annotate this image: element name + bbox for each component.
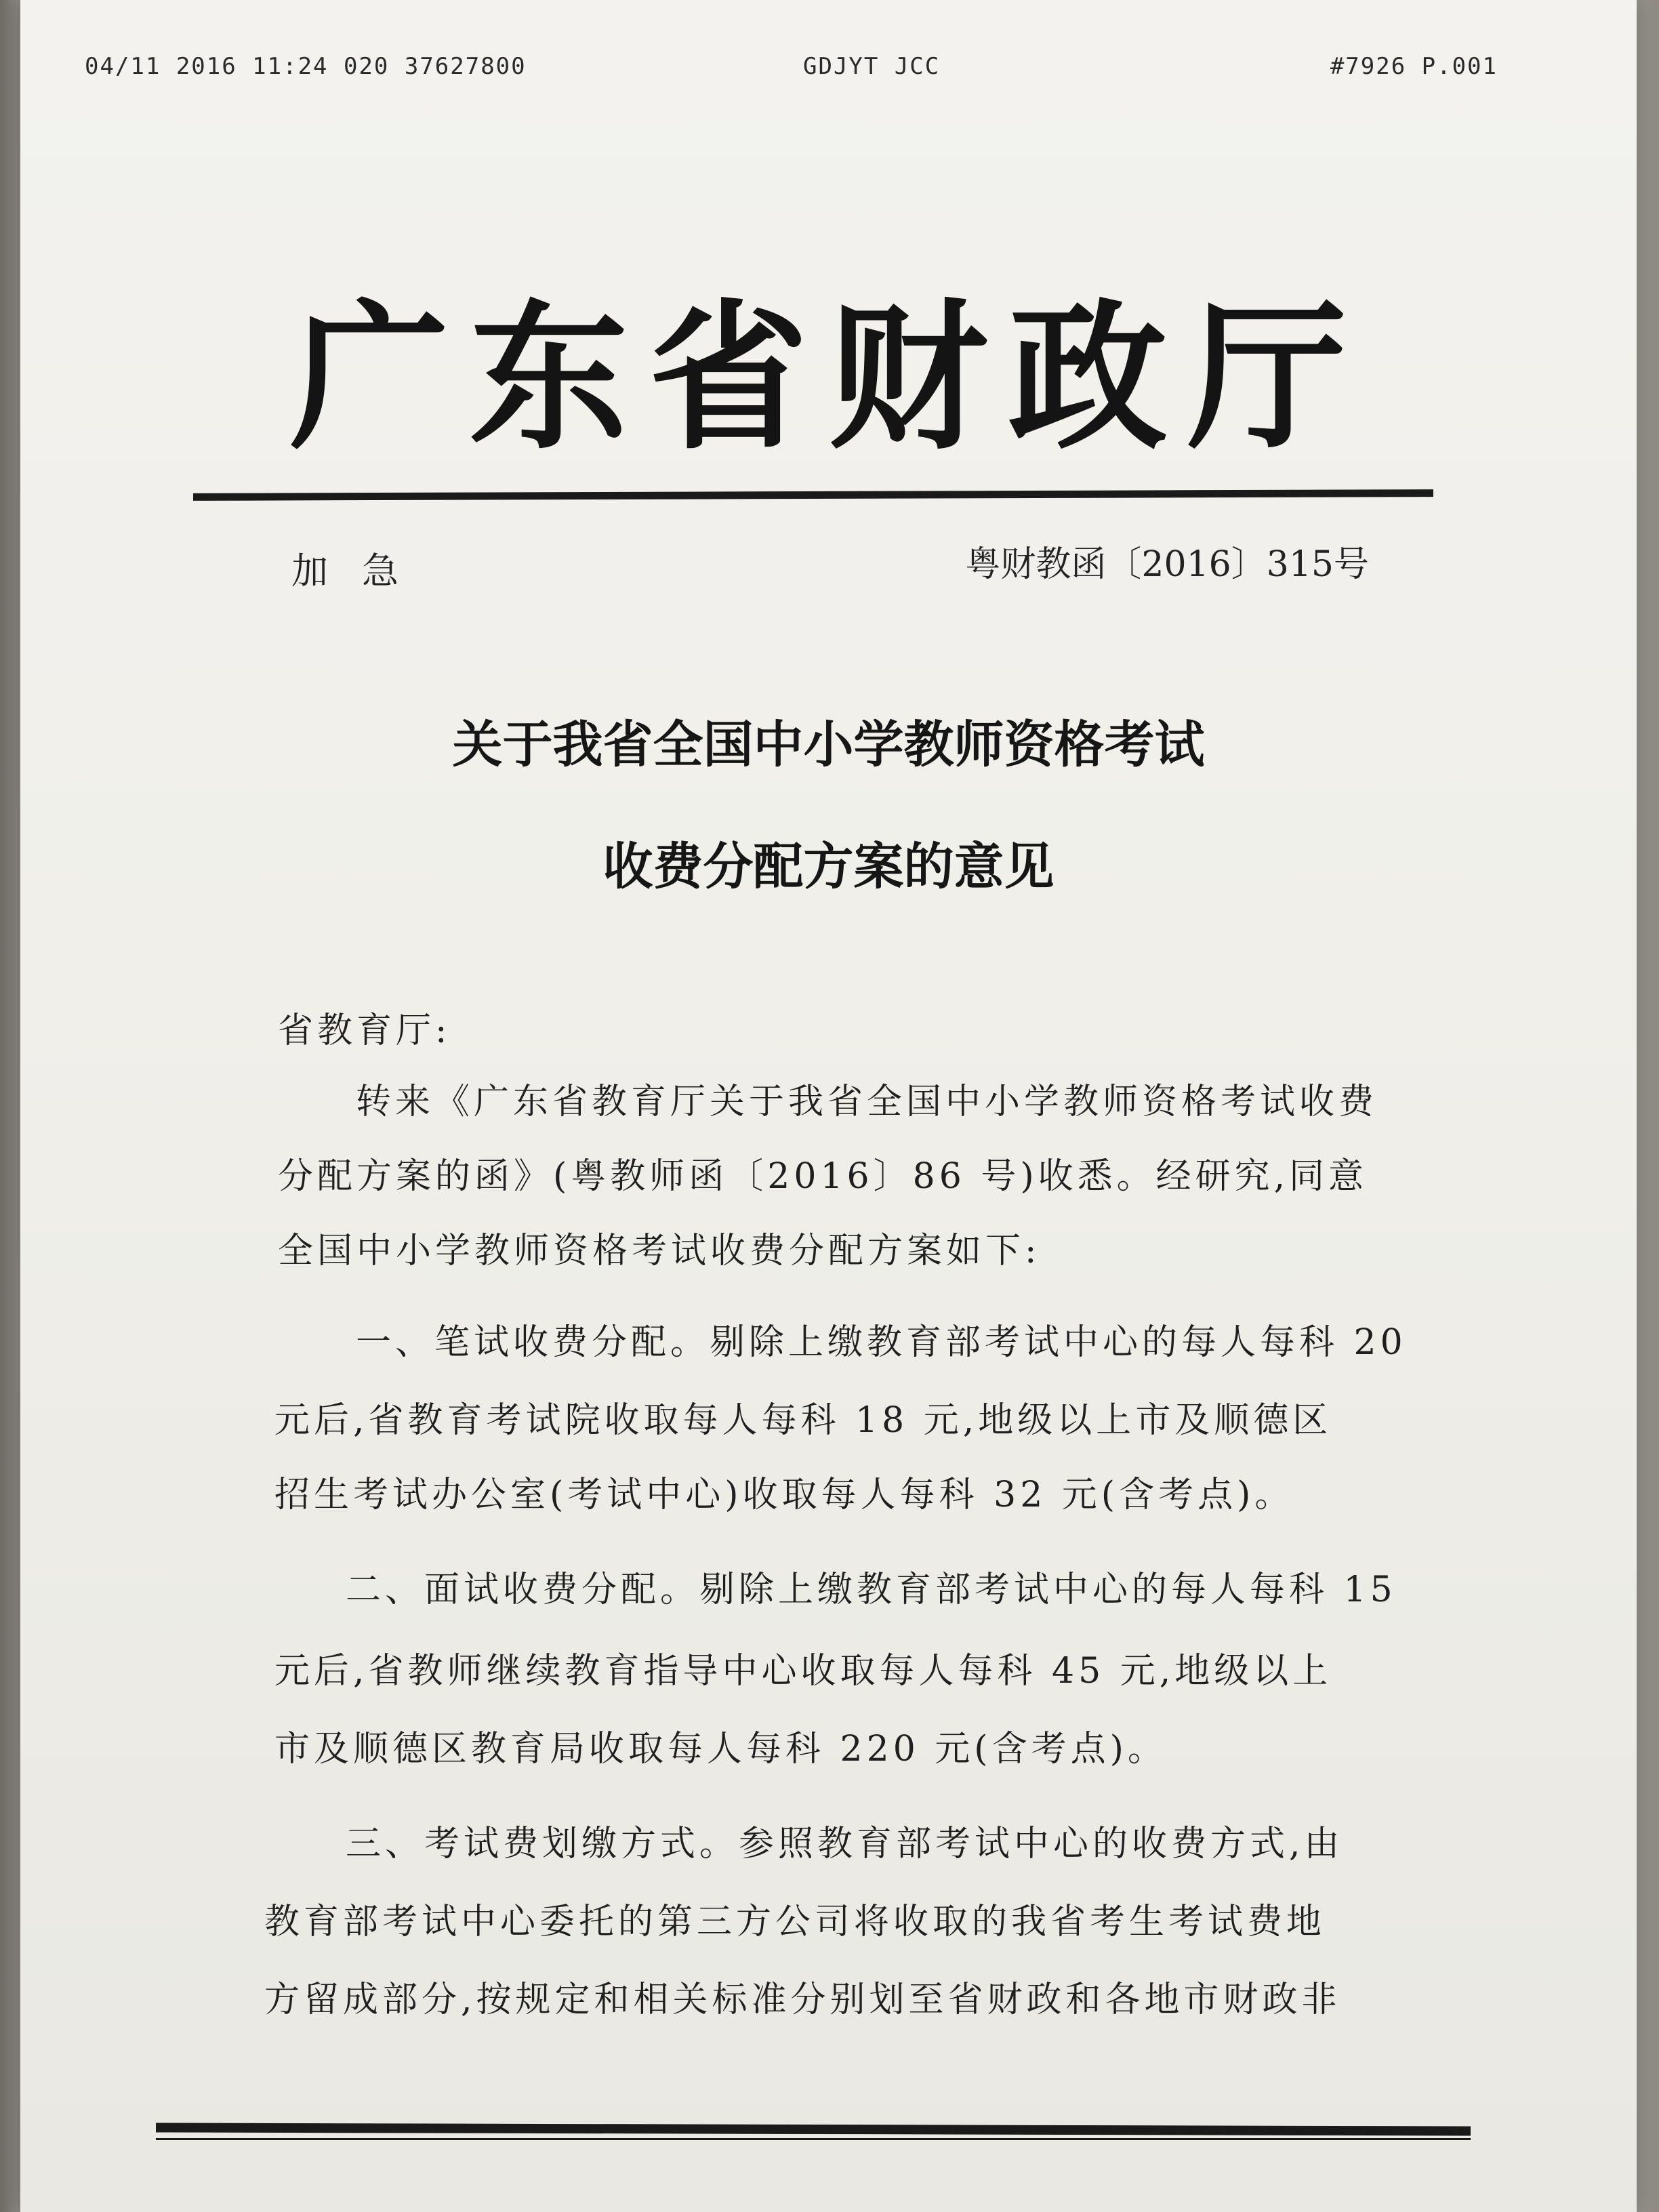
body-line: 市及顺德区教育局收取每人每科 220 元(含考点)。 <box>274 1729 1167 1769</box>
organization-title: 广东省财政厅 <box>289 284 1368 471</box>
footer-rule-thin <box>156 2138 1471 2140</box>
salutation: 省教育厅: <box>278 1010 451 1051</box>
document-title-line-2: 收费分配方案的意见 <box>602 838 1054 896</box>
document-title-line-1: 关于我省全国中小学教师资格考试 <box>452 716 1205 774</box>
fax-page-number: #7926 P.001 <box>1330 53 1498 80</box>
body-line: 转来《广东省教育厅关于我省全国中小学教师资格考试收费 <box>356 1082 1378 1122</box>
header-rule <box>193 489 1433 501</box>
body-line: 招生考试办公室(考试中心)收取每人每科 32 元(含考点)。 <box>274 1475 1294 1515</box>
body-line: 元后,省教育考试院收取每人每科 18 元,地级以上市及顺德区 <box>274 1400 1332 1441</box>
document-page <box>20 0 1637 2212</box>
body-line: 一、笔试收费分配。剔除上缴教育部考试中心的每人每科 20 <box>356 1322 1407 1363</box>
fax-sender-id: GDJYT JCC <box>803 53 941 80</box>
document-number: 粤财教函〔2016〕315号 <box>965 544 1369 585</box>
fax-timestamp: 04/11 2016 11:24 020 37627800 <box>85 53 527 80</box>
urgency-label: 加急 <box>291 550 432 592</box>
body-line: 分配方案的函》(粤教师函〔2016〕86 号)收悉。经研究,同意 <box>278 1156 1368 1197</box>
body-line: 方留成部分,按规定和相关标准分别划至省财政和各地市财政非 <box>264 1980 1341 2020</box>
body-line: 三、考试费划缴方式。参照教育部考试中心的收费方式,由 <box>346 1824 1344 1864</box>
body-line: 二、面试收费分配。剔除上缴教育部考试中心的每人每科 15 <box>346 1570 1397 1610</box>
body-line: 全国中小学教师资格考试收费分配方案如下: <box>278 1231 1041 1271</box>
footer-rule <box>156 2123 1471 2135</box>
body-line: 元后,省教师继续教育指导中心收取每人每科 45 元,地级以上 <box>274 1651 1332 1692</box>
body-line: 教育部考试中心委托的第三方公司将收取的我省考生考试费地 <box>264 1902 1326 1942</box>
